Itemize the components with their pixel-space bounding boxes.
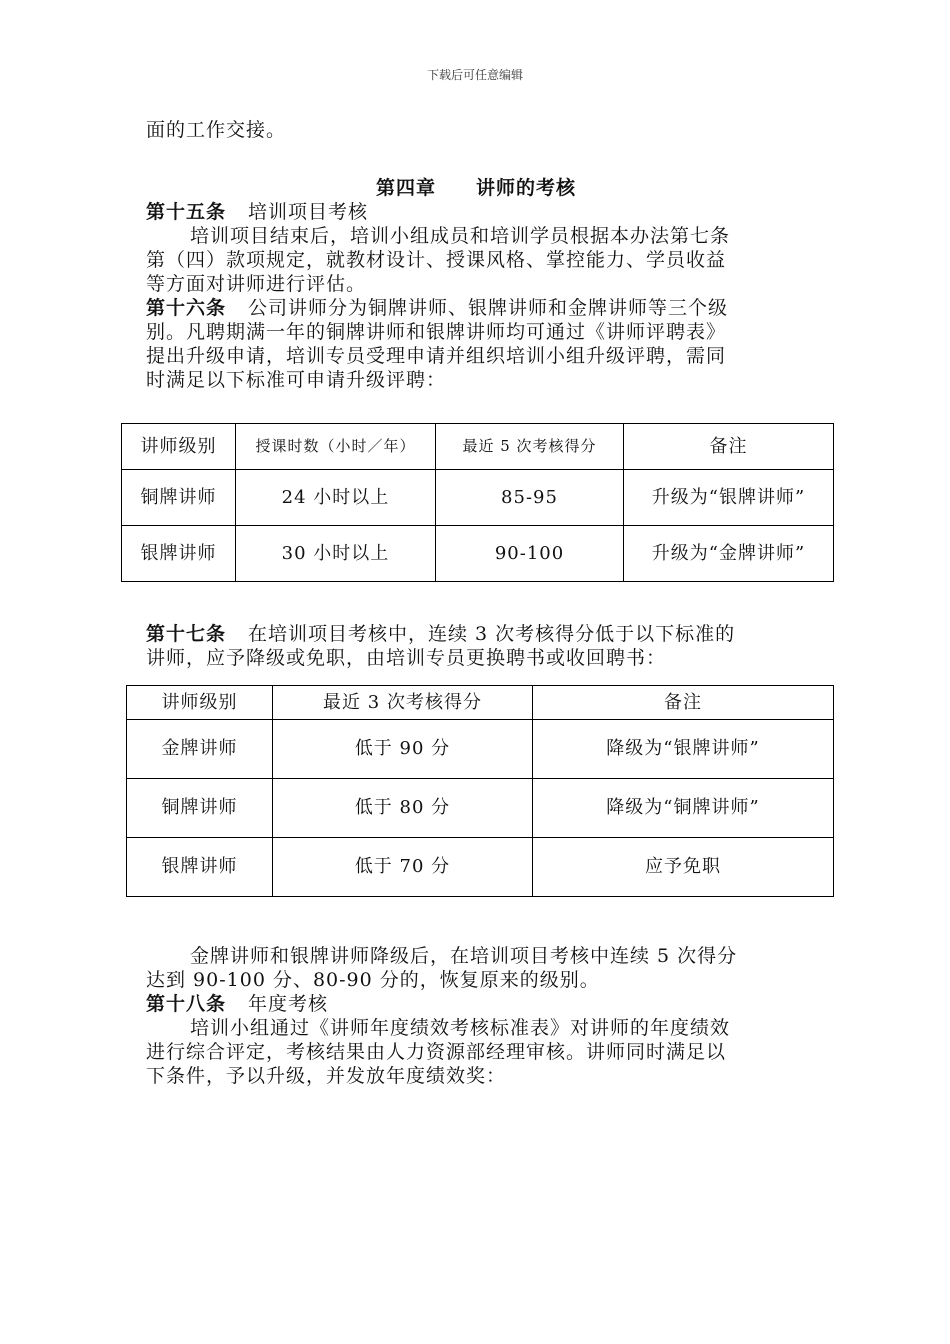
- chapter-number: 第四章: [375, 177, 436, 199]
- table-cell: 银牌讲师: [122, 526, 236, 582]
- table-row: [122, 526, 834, 582]
- article-15-line: 等方面对讲师进行评估。: [146, 273, 367, 295]
- table-header-cell: 授课时数（小时／年）: [236, 424, 436, 470]
- article-16-line: 公司讲师分为铜牌讲师、银牌讲师和金牌讲师等三个级: [248, 297, 729, 319]
- table-cell: 24 小时以上: [236, 470, 436, 526]
- demotion-criteria-table: [126, 685, 834, 897]
- paragraph-line: 金牌讲师和银牌讲师降级后，在培训项目考核中连续 5 次得分: [190, 945, 738, 967]
- article-18-title: 年度考核: [248, 993, 329, 1015]
- article-16-line: 提出升级申请，培训专员受理申请并组织培训小组升级评聘，需同: [146, 345, 727, 367]
- table-cell: 铜牌讲师: [122, 470, 236, 526]
- intro-line: 面的工作交接。: [146, 119, 287, 141]
- table-header-cell: 备注: [624, 424, 834, 470]
- article-18-heading: [146, 992, 806, 1016]
- table-cell: 应予免职: [533, 838, 834, 897]
- table-header-row: [127, 686, 834, 720]
- article-16-heading: [146, 296, 806, 320]
- article-17-line: 讲师，应予降级或免职，由培训专员更换聘书或收回聘书：: [146, 647, 667, 669]
- table-row: [127, 720, 834, 779]
- page-header: 下载后可任意编辑: [426, 68, 523, 82]
- article-15-heading: [146, 200, 806, 224]
- article-15-line: 第（四）款项规定，就教材设计、授课风格、掌控能力、学员收益: [146, 249, 727, 271]
- article-18-line: 培训小组通过《讲师年度绩效考核标准表》对讲师的年度绩效: [190, 1017, 731, 1039]
- table-header-row: [122, 424, 834, 470]
- table-cell: 铜牌讲师: [127, 779, 273, 838]
- article-17-heading: [146, 622, 806, 646]
- chapter-heading: [146, 176, 806, 200]
- table-cell: 升级为“银牌讲师”: [624, 470, 834, 526]
- article-18-line: 进行综合评定，考核结果由人力资源部经理审核。讲师同时满足以: [146, 1041, 727, 1063]
- table-cell: 金牌讲师: [127, 720, 273, 779]
- table-row: [122, 470, 834, 526]
- promotion-criteria-table: [121, 423, 834, 582]
- article-17-line: 在培训项目考核中，连续 3 次考核得分低于以下标准的: [248, 623, 736, 645]
- table-cell: 降级为“铜牌讲师”: [533, 779, 834, 838]
- table-cell: 降级为“银牌讲师”: [533, 720, 834, 779]
- table-row: [127, 838, 834, 897]
- article-15-title: 培训项目考核: [248, 201, 369, 223]
- table-cell: 30 小时以上: [236, 526, 436, 582]
- document-body-bottom: [146, 944, 806, 1088]
- article-17-label: 第十七条: [146, 623, 227, 645]
- table-cell: 低于 80 分: [273, 779, 533, 838]
- article-16-label: 第十六条: [146, 297, 227, 319]
- table-cell: 升级为“金牌讲师”: [624, 526, 834, 582]
- table-header-cell: 讲师级别: [122, 424, 236, 470]
- table-row: [127, 779, 834, 838]
- document-body-top: [146, 118, 806, 392]
- table-header-cell: 最近 3 次考核得分: [273, 686, 533, 720]
- table-header-cell: 讲师级别: [127, 686, 273, 720]
- paragraph-line: 达到 90-100 分、80-90 分的，恢复原来的级别。: [146, 969, 600, 991]
- table-cell: 银牌讲师: [127, 838, 273, 897]
- table-cell: 90-100: [436, 526, 624, 582]
- chapter-title: 讲师的考核: [476, 177, 577, 199]
- article-18-label: 第十八条: [146, 993, 227, 1015]
- article-18-line: 下条件，予以升级，并发放年度绩效奖：: [146, 1065, 507, 1087]
- table-header-cell: 最近 5 次考核得分: [436, 424, 624, 470]
- article-16-line: 别。凡聘期满一年的铜牌讲师和银牌讲师均可通过《讲师评聘表》: [146, 321, 727, 343]
- table-cell: 85-95: [436, 470, 624, 526]
- article-15-line: 培训项目结束后，培训小组成员和培训学员根据本办法第七条: [190, 225, 731, 247]
- table-cell: 低于 70 分: [273, 838, 533, 897]
- article-16-line: 时满足以下标准可申请升级评聘：: [146, 369, 447, 391]
- table-cell: 低于 90 分: [273, 720, 533, 779]
- article-15-label: 第十五条: [146, 201, 227, 223]
- table-header-cell: 备注: [533, 686, 834, 720]
- article-17-block: [146, 622, 806, 670]
